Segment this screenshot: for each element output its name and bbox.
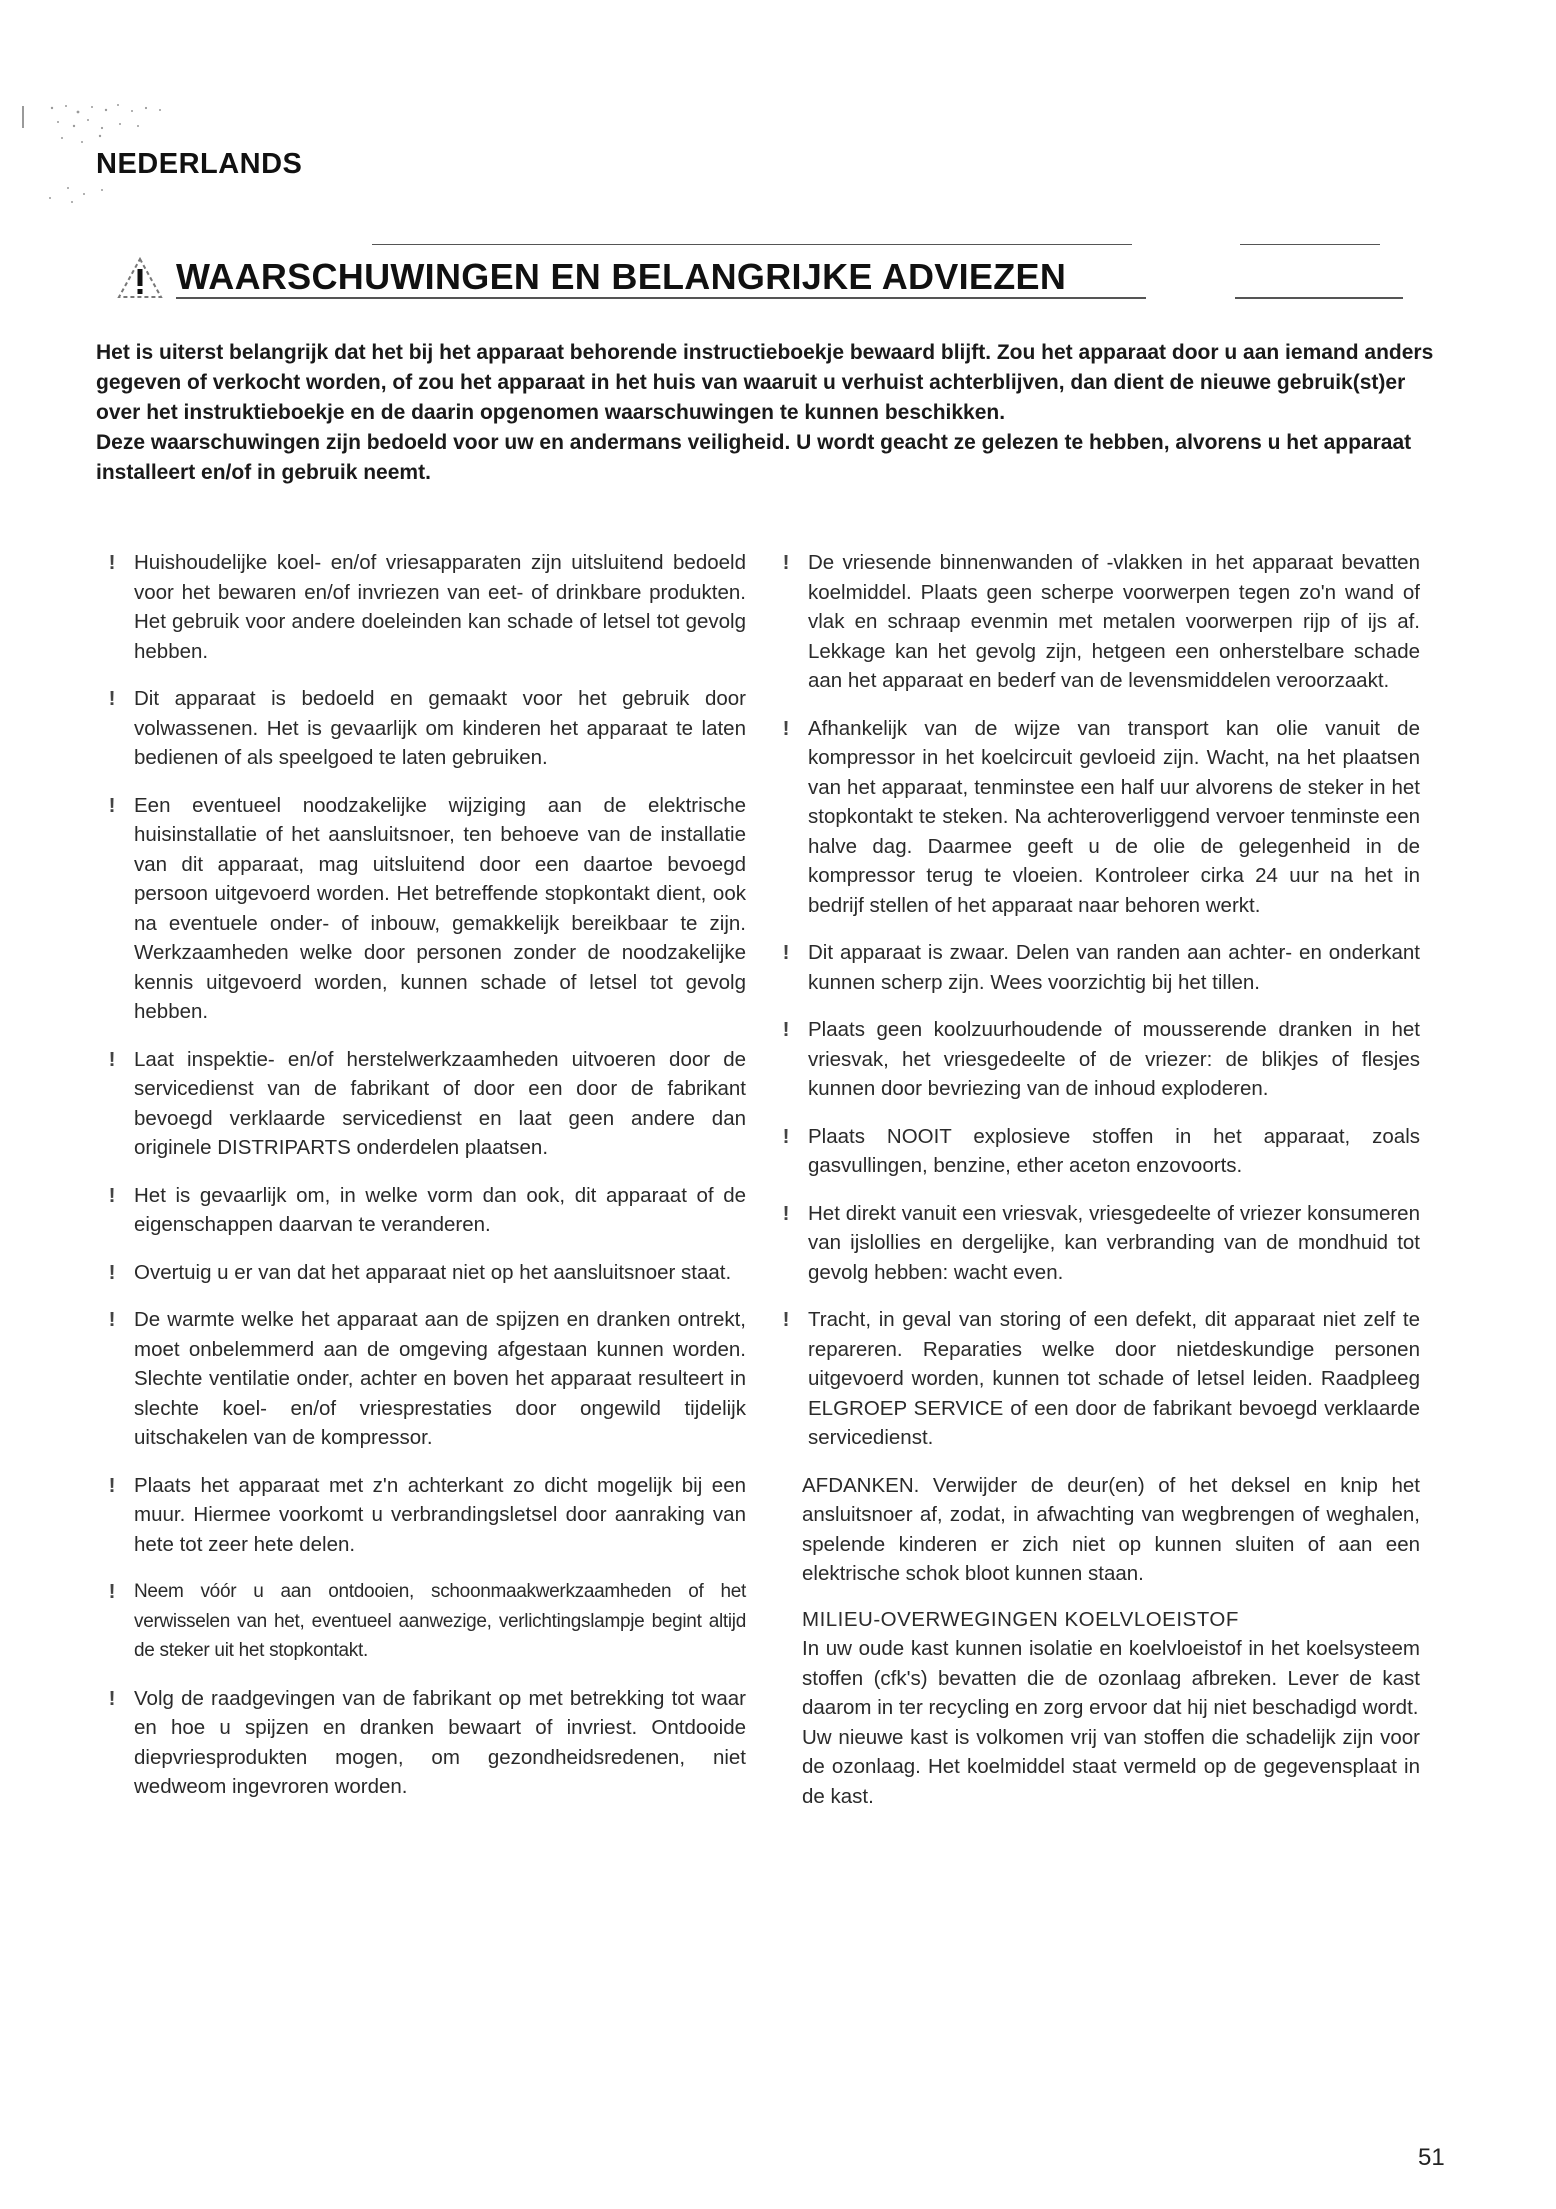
warning-item <box>782 1305 1420 1453</box>
exclamation-icon: ! <box>782 716 790 740</box>
title-rule <box>372 244 1132 245</box>
exclamation-icon: ! <box>108 1473 116 1497</box>
warning-item <box>782 1199 1420 1288</box>
warning-item <box>782 938 1420 997</box>
warning-item <box>108 1258 746 1288</box>
environment-paragraph: In uw oude kast kunnen isolatie en koelvloeistof in het koelsysteem stoffen (cfk's) bevatten die de ozonlaag afbreken. Lever de kast daarom in ter recycling en zorg ervoor dat hij niet beschadigd wordt. <box>802 1637 1420 1719</box>
warning-item <box>108 548 746 666</box>
title-rule <box>1235 297 1403 299</box>
warning-text: Overtuig u er van dat het apparaat niet op het aansluitsnoer staat. <box>134 1260 732 1284</box>
exclamation-icon: ! <box>782 941 790 964</box>
warning-text: Huishoudelijke koel- en/of vriesapparaten zijn uitsluitend bedoeld voor het bewaren en/of invriezen van eet- of drinkbare produkten. Het gebruik voor andere doeleinden kan schade of letsel tot gevolg hebben. <box>134 551 746 663</box>
intro-paragraph: Het is uiterst belangrijk dat het bij het apparaat behorende instructieboekje bewaard blijft. Zou het apparaat door u aan iemand anders gegeven of verkocht worden, of zou het apparaat in het huis van waaruit u verhuist achterblijven, dan dient de nieuwe gebruik(st)er over het instruktieboekje en de daarin opgenomen waarschuwingen te kunnen beschikken. <box>96 341 1434 424</box>
warning-text: Volg de raadgevingen van de fabrikant op met betrekking tot waar en hoe u spijzen en dranken bewaart of invriest. Ontdooide diepvriesprodukten mogen, om gezondheidsredenen, niet wedweom ingevroren worden. <box>134 1686 746 1798</box>
warning-text: Plaats NOOIT explosieve stoffen in het apparaat, zoals gasvullingen, benzine, ether aceton enzovoorts. <box>808 1124 1420 1177</box>
warning-item <box>108 684 746 773</box>
title-row <box>116 250 1416 310</box>
warning-text: De warmte welke het apparaat aan de spijzen en dranken ontrekt, moet onbelemmerd aan de omgeving afgestaan kunnen worden. Slechte ventilatie onder, achter en boven het apparaat resulteert in slechte koel- en/of vriesprestaties door ongewild tijdelijk uitschakelen van de kompressor. <box>134 1308 746 1449</box>
exclamation-icon: ! <box>782 1201 790 1225</box>
title-rule <box>1240 244 1380 245</box>
warning-triangle-icon <box>116 256 164 300</box>
warning-text: Het direkt vanuit een vriesvak, vriesgedeelte of vriezer konsumeren van ijslollies en dergelijke, kan verbranding van de mondhuid tot gevolg hebben: wacht even. <box>808 1201 1420 1284</box>
warning-item <box>108 1045 746 1163</box>
exclamation-icon: ! <box>108 1047 116 1071</box>
warning-text: Afhankelijk van de wijze van transport kan olie vanuit de kompressor in het koelcircuit gevloeid zijn. Wacht, na het plaatsen van het apparaat, tenminstee een half uur alvorens de steker in het stopkontakt te steken. Na achteroverliggend vervoer tenminste een halve dag. Daarmee geeft u de olie de gelegenheid in de kompressor terug te vloeien. Kontroleer cirka 24 uur na het in bedrijf stellen of het apparaat naar behoren werkt. <box>808 716 1420 917</box>
page-title: WAARSCHUWINGEN EN BELANGRIJKE ADVIEZEN <box>176 256 1067 297</box>
warning-item <box>782 548 1420 696</box>
warning-item <box>108 1471 746 1560</box>
intro-paragraph: Deze waarschuwingen zijn bedoeld voor uw en andermans veiligheid. U wordt geacht ze gelezen te hebben, alvorens u het apparaat installeert en/of in gebruik neemt. <box>96 431 1412 484</box>
exclamation-icon: ! <box>108 1183 116 1207</box>
exclamation-icon: ! <box>108 1580 116 1603</box>
warning-text: Plaats het apparaat met z'n achterkant zo dicht mogelijk bij een muur. Hiermee voorkomt u verbrandingsletsel door aanraking van hete tot zeer hete delen. <box>134 1473 746 1556</box>
exclamation-icon: ! <box>782 1124 790 1148</box>
warning-text: De vriesende binnenwanden of -vlakken in het apparaat bevatten koelmiddel. Plaats geen scherpe voorwerpen tegen zo'n wand of vlak en schraap evenmin met metalen voorwerpen rijp of ijs af. Lekkage kan het gevolg zijn, hetgeen een onherstelbare schade aan het apparaat en bederf van de levensmiddelen veroorzaakt. <box>808 551 1420 692</box>
warning-item <box>108 791 746 1027</box>
warning-text: Tracht, in geval van storing of een defekt, dit apparaat niet zelf te repareren. Reparaties welke door nietdeskundige personen uitgevoerd worden, kunnen tot schade of letsel leiden. Raadpleeg ELGROEP SERVICE of een door de fabrikant bevoegd verklaarde servicedienst. <box>808 1308 1420 1449</box>
exclamation-icon: ! <box>108 687 116 710</box>
environment-paragraph: Uw nieuwe kast is volkomen vrij van stoffen die schadelijk zijn voor de ozonlaag. Het koelmiddel staat vermeld op de gegevensplaat in de kast. <box>802 1725 1420 1808</box>
warning-item <box>108 1684 746 1802</box>
warning-text: Plaats geen koolzuurhoudende of mousserende dranken in het vriesvak, het vriesgedeelte of de vriezer: de blikjes of flesjes kunnen door bevriezing van de inhoud exploderen. <box>808 1018 1420 1100</box>
warning-item <box>782 714 1420 921</box>
right-column <box>782 548 1420 1811</box>
environment-section <box>802 1605 1420 1812</box>
exclamation-icon: ! <box>108 793 116 817</box>
warning-item <box>782 1015 1420 1104</box>
exclamation-icon: ! <box>108 1260 116 1284</box>
exclamation-icon: ! <box>782 1308 790 1331</box>
warning-text: Laat inspektie- en/of herstelwerkzaamheden uitvoeren door de servicedienst van de fabrikant of door een door de fabrikant bevoegd verklaarde servicedienst en laat geen andere dan originele DISTRIPARTS onderdelen plaatsen. <box>134 1047 746 1159</box>
disposal-paragraph: AFDANKEN. Verwijder de deur(en) of het deksel en knip het ansluitsnoer af, zodat, in afwachting van wegbrengen of weghalen, spelende kinderen er zich niet op kunnen sluiten of aan een elektrische schok bloot kunnen staan. <box>802 1473 1420 1585</box>
warning-item <box>108 1577 746 1666</box>
warning-item <box>782 1122 1420 1181</box>
page-number: 51 <box>1418 2144 1445 2171</box>
warning-text: Dit apparaat is bedoeld en gemaakt voor het gebruik door volwassenen. Het is gevaarlijk om kinderen het apparaat te laten bedienen of als speelgoed te laten gebruiken. <box>134 687 746 769</box>
environment-heading: MILIEU-OVERWEGINGEN KOELVLOEISTOF <box>802 1607 1239 1631</box>
exclamation-icon: ! <box>782 551 790 574</box>
exclamation-icon: ! <box>108 1308 116 1331</box>
language-heading: NEDERLANDS <box>96 148 303 180</box>
warning-item <box>108 1305 746 1453</box>
exclamation-icon: ! <box>782 1018 790 1041</box>
warning-text: Het is gevaarlijk om, in welke vorm dan ook, dit apparaat of de eigenschappen daarvan te veranderen. <box>134 1183 746 1236</box>
warning-item <box>108 1181 746 1240</box>
exclamation-icon: ! <box>108 1686 116 1710</box>
intro-text <box>96 338 1436 488</box>
exclamation-icon: ! <box>108 551 116 574</box>
warning-text: Een eventueel noodzakelijke wijziging aan de elektrische huisinstallatie of het aansluitsnoer, ten behoeve van de installatie van dit apparaat, mag uitsluitend door een daartoe bevoegd persoon uitgevoerd worden. Het betreffende stopkontakt dient, ook na eventuele onder- of inbouw, gemakkelijk bereikbaar te zijn. Werkzaamheden welke door personen zonder de noodzakelijke kennis uitgevoerd worden, kunnen schade of letsel tot gevolg hebben. <box>134 793 746 1023</box>
title-rule <box>176 297 1146 299</box>
warning-text: Neem vóór u aan ontdooien, schoonmaakwerkzaamheden of het verwisselen van het, eventueel aanwezige, verlichtingslampje begint altijd de steker uit het stopkontakt. <box>134 1581 746 1661</box>
warning-text: Dit apparaat is zwaar. Delen van randen aan achter- en onderkant kunnen scherp zijn. Wees voorzichtig bij het tillen. <box>808 941 1420 994</box>
left-column <box>108 548 746 1820</box>
